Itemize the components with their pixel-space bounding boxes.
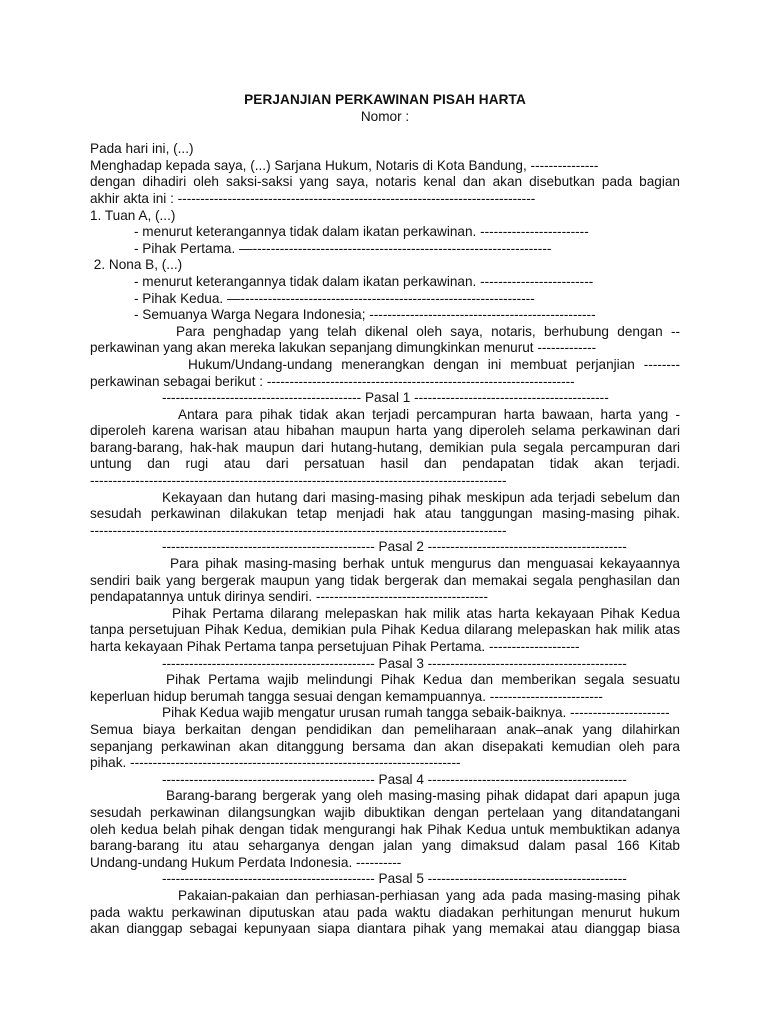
text-line: Kekayaan dan hutang dari masing-masing pihak meskipun ada terjadi sebelum dan	[162, 489, 680, 505]
pasal-heading: ----------------------------------------------- Pasal 3 --------------------------------------------	[162, 655, 627, 671]
text-line: Pihak Pertama wajib melindungi Pihak Kedua dan memberikan segala sesuatu	[166, 672, 680, 688]
text-line: sepanjang perkawinan akan ditanggung bersama dan akan disepakati kemudian oleh para	[90, 738, 680, 754]
text-line: Pihak Kedua wajib mengatur urusan rumah tangga sebaik-baiknya. ----------------------	[162, 705, 670, 721]
text-line: Semua biaya berkaitan dengan pendidikan dan pemeliharaan anak–anak yang dilahirkan	[90, 721, 680, 737]
text-line: keperluan hidup berumah tangga sesuai dengan kemampuannya. -------------------------	[90, 688, 603, 704]
text-line: Pada hari ini, (...)	[90, 141, 194, 157]
text-line: 2. Nona B, (...)	[90, 257, 183, 273]
text-line: pihak. -------------------------------------------------------------------------	[90, 755, 461, 771]
text-line: sesudah perkawinan dilangsungkan wajib dibuktikan dengan pertelaan yang ditandatangani	[90, 804, 680, 820]
text-line: tanpa persetujuan Pihak Kedua, demikian pula Pihak Kedua dilarang melepaskan hak milik atas	[90, 622, 680, 638]
text-line: - Pihak Kedua. —-----------------------------------------------------------------	[134, 290, 535, 306]
text-line: Hukum/Undang-undang menerangkan dengan ini membuat perjanjian --------	[188, 356, 680, 372]
text-line: Antara para pihak tidak akan terjadi percampuran harta bawaan, harta yang -	[178, 406, 680, 422]
spacer	[90, 125, 680, 141]
text-line: 1. Tuan A, (...)	[90, 207, 176, 223]
document-number: Nomor :	[360, 108, 410, 124]
pasal-heading: ----------------------------------------------- Pasal 5 --------------------------------------------	[162, 871, 627, 887]
text-line: Para penghadap yang telah dikenal oleh saya, notaris, berhubung dengan --	[176, 323, 680, 339]
text-line: akan dianggap sebagai kepunyaan siapa diantara pihak yang memakai atau dianggap biasa	[90, 921, 680, 937]
text-line: harta kekayaan Pihak Pertama tanpa persetujuan Pihak Pertama. --------------------	[90, 639, 580, 654]
text-line: perkawinan yang akan mereka lakukan sepanjang dimungkinkan menurut -------------	[90, 340, 597, 356]
text-line: diperoleh karena warisan atau hibahan maupun harta yang diperoleh selama perkawinan dari	[90, 423, 680, 439]
text-line: Barang-barang bergerak yang oleh masing-masing pihak didapat dari apapun juga	[166, 788, 680, 804]
text-line: pada waktu perkawinan diputuskan atau pada waktu diadakan perhitungan menurut hukum	[90, 904, 680, 920]
pasal-heading: ----------------------------------------------- Pasal 4 --------------------------------------------	[162, 771, 627, 787]
divider-line: --------------------------------------------------------------------------------------------	[90, 473, 507, 489]
text-line: Undang-undang Hukum Perdata Indonesia. ----------	[90, 854, 402, 870]
pasal-heading: -------------------------------------------- Pasal 1 -------------------------------------------	[162, 390, 609, 406]
text-line: - menurut keterangannya tidak dalam ikatan perkawinan. -------------------------	[134, 273, 594, 289]
pasal-heading: ----------------------------------------------- Pasal 2 --------------------------------------------	[162, 539, 627, 555]
text-line: - menurut keterangannya tidak dalam ikatan perkawinan. ------------------------	[134, 224, 589, 240]
divider-line: --------------------------------------------------------------------------------------------	[90, 522, 507, 538]
text-line: untung dan rugi atau dari persatuan hasil dan pendapatan tidak akan terjadi.	[90, 456, 680, 472]
document-page	[90, 92, 680, 938]
text-line: Menghadap kepada saya, (...) Sarjana Hukum, Notaris di Kota Bandung, ---------------	[90, 157, 599, 173]
text-line: Pakaian-pakaian dan perhiasan-perhiasan yang ada pada masing-masing pihak	[178, 887, 680, 903]
text-line: sendiri baik yang bergerak maupun yang tidak bergerak dan memakai segala penghasilan dan	[90, 572, 680, 588]
document-title: PERJANJIAN PERKAWINAN PISAH HARTA	[244, 92, 526, 107]
text-line: barang-barang, hak-hak maupun dari hutang-hutang, demikian pula segala percampuran dari	[90, 439, 680, 455]
text-line: barang-barang itu atau seharganya dengan jalan yang dimaksud dalam pasal 166 Kitab	[90, 838, 680, 854]
text-line: Para pihak masing-masing berhak untuk mengurus dan menguasai kekayaannya	[170, 556, 680, 572]
text-line: oleh kedua belah pihak dengan tidak mengurangi hak Pihak Kedua untuk membuktikan adanya	[90, 821, 680, 837]
text-line: akhir akta ini : -------------------------------------------------------------------------------	[90, 190, 536, 206]
text-line: Pihak Pertama dilarang melepaskan hak milik atas harta kekayaan Pihak Kedua	[172, 605, 680, 621]
text-line: perkawinan sebagai berikut : --------------------------------------------------------------------	[90, 373, 575, 389]
text-line: dengan dihadiri oleh saksi-saksi yang saya, notaris kenal dan akan disebutkan pada bagian	[90, 174, 680, 190]
text-line: - Semuanya Warga Negara Indonesia; --------------------------------------------------	[134, 307, 596, 323]
text-line: sesudah perkawinan dilakukan tetap menjadi hak atau tanggungan masing-masing pihak.	[90, 506, 680, 522]
text-line: pendapatannya untuk dirinya sendiri. --------------------------------------	[90, 589, 488, 605]
text-line: - Pihak Pertama. —------------------------------------------------------------------	[134, 240, 552, 256]
